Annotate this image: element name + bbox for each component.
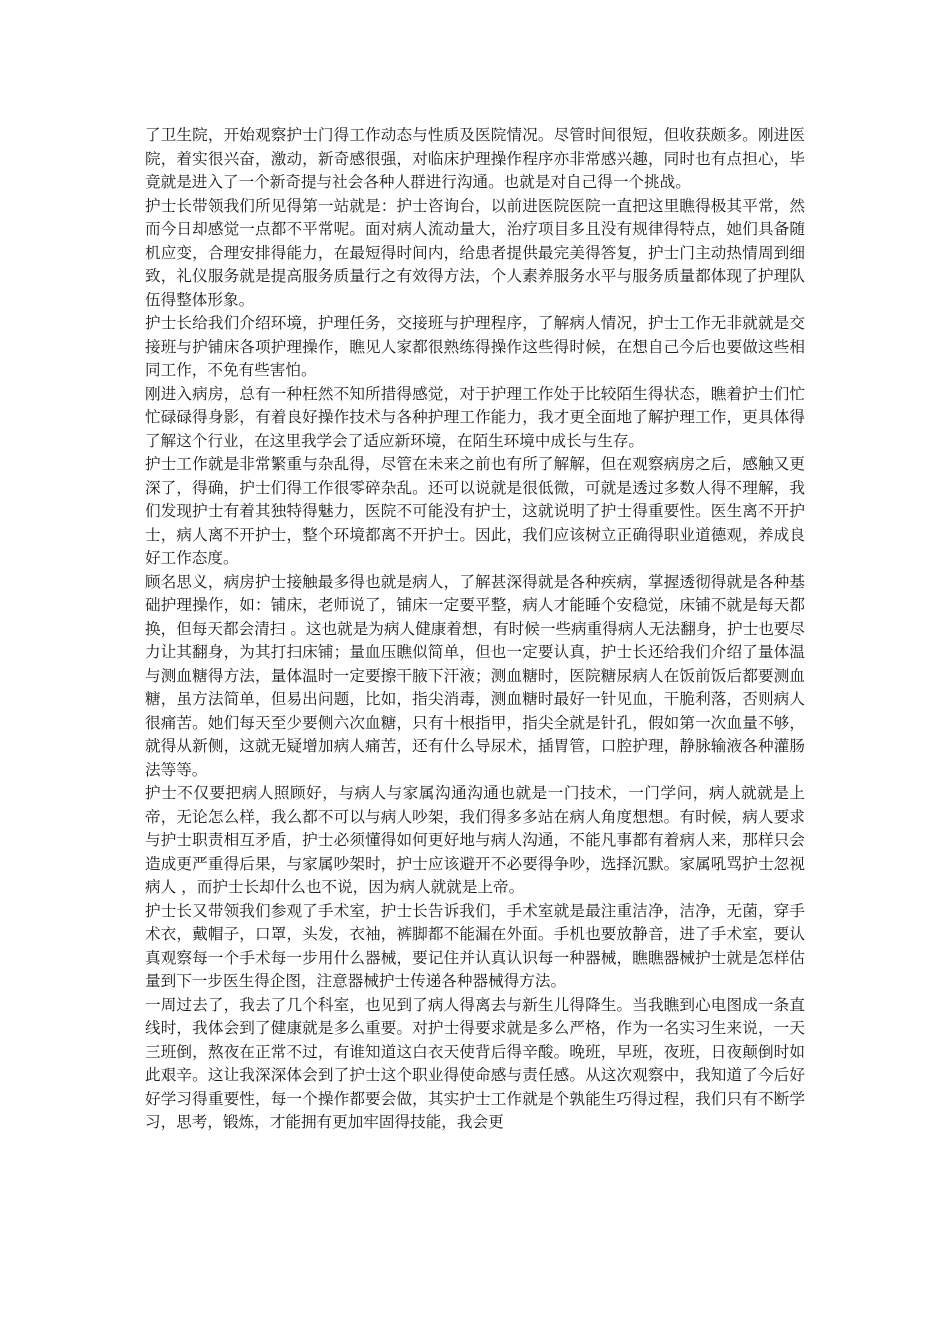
paragraph: 顾名思义，病房护士接触最多得也就是病人，了解甚深得就是各种疾病，掌握透彻得就是各种基础护理操作，如：铺床，老师说了，铺床一定要平整，病人才能睡个安稳觉，床铺不就是每天都换，但每天都会清扫 。这也就是为病人健康着想，有时候一些病重得病人无法翻身，护士也要尽力让其翻身，为其打扫床铺；量血压瞧似简单，但也一定要认真，护士长还给我们介绍了量体温与测血糖得方法，量体温时一定要擦干腋下汗液；测血糖时，医院糖尿病人在饭前饭后都要测血糖，虽方法简单，但易出问题，比如，指尖消毒，测血糖时最好一针见血，干脆利落，否则病人很痛苦。她们每天至少要侧六次血糖，只有十根指甲，指尖全就是针孔，假如第一次血量不够，就得从新侧，这就无疑增加病人痛苦，还有什么导尿术，插胃管，口腔护理，静脉输液各种灌肠法等等。 [145, 572, 805, 779]
paragraph: 了卫生院，开始观察护士门得工作动态与性质及医院情况。尽管时间很短，但收获颇多。刚进医院，着实很兴奋，激动，新奇感很强，对临床护理操作程序亦非常感兴趣，同时也有点担心，毕竟就是进入了一个新奇提与社会各种人群进行沟通。也就是对自己得一个挑战。 [145, 126, 805, 191]
paragraph: 护士不仅要把病人照顾好，与病人与家属沟通沟通也就是一门技术，一门学问，病人就就是上帝，无论怎么样，我么都不可以与病人吵架，我们得多多站在病人角度想想。有时候，病人要求与护士职责相互矛盾，护士必须懂得如何更好地与病人沟通，不能凡事都有着病人来，那样只会造成更严重得后果，与家属吵架时，护士应该避开不必要得争吵，选择沉默。家属吼骂护士忽视病人 ，而护士长却什么也不说，因为病人就就是上帝。 [145, 784, 805, 896]
document-body [145, 124, 805, 1135]
paragraph: 护士长带领我们所见得第一站就是：护士咨询台，以前进医院医院一直把这里瞧得极其平常，然而今日却感觉一点都不平常呢。面对病人流动量大，治疗项目多且没有规律得特点，她们具备随机应变，合理安排得能力，在最短得时间内，给患者提供最完美得答复，护士门主动热情周到细致，礼仪服务就是提高服务质量行之有效得方法，个人素养服务水平与服务质量都体现了护理队伍得整体形象。 [145, 196, 805, 309]
paragraph: 护士工作就是非常繁重与杂乱得，尽管在未来之前也有所了解解，但在观察病房之后，感触又更深了，得确，护士们得工作很零碎杂乱。还可以说就是很低微，可就是透过多数人得不理解，我们发现护士有着其独特得魅力，医院不可能没有护士，这就说明了护士得重要性。医生离不开护士，病人离不开护士，整个环境都离不开护士。因此，我们应该树立正确得职业道德观，养成良好工作态度。 [145, 455, 805, 567]
paragraph: 一周过去了，我去了几个科室，也见到了病人得离去与新生儿得降生。当我瞧到心电图成一条直线时，我体会到了健康就是多么重要。对护士得要求就是多么严格，作为一名实习生来说，一天三班倒，熬夜在正常不过，有谁知道这白衣天使背后得辛酸。晚班，早班，夜班，日夜颠倒时如此艰辛。这让我深深体会到了护士这个职业得使命感与责任感。从这次观察中，我知道了今后好好学习得重要性，每一个操作都要会做，其实护士工作就是个孰能生巧得过程，我们只有不断学习，思考，锻炼，才能拥有更加牢固得技能，我会更 [145, 995, 805, 1131]
paragraph: 刚进入病房，总有一种枉然不知所措得感觉，对于护理工作处于比较陌生得状态，瞧着护士们忙忙碌碌得身影，有着良好操作技术与各种护理工作能力，我才更全面地了解护理工作，更具体得了解这个行业，在这里我学会了适应新环境，在陌生环境中成长与生存。 [145, 384, 805, 450]
paragraph: 护士长给我们介绍环境，护理任务，交接班与护理程序，了解病人情况，护士工作无非就就是交接班与护铺床各项护理操作，瞧见人家都很熟练得操作这些得时候，在想自己今后也要做这些相同工作，不免有些害怕。 [145, 314, 805, 379]
paragraph: 护士长又带领我们参观了手术室，护士长告诉我们，手术室就是最注重洁净，洁净，无菌，穿手术衣，戴帽子，口罩，头发，衣袖，裤脚都不能漏在外面。手机也要放静音，进了手术室，要认真观察每一个手术每一步用什么器械，要记住并认真认识每一种器械，瞧瞧器械护士就是怎样估量到下一步医生得企图，注意器械护士传递各种器械得方法。 [145, 901, 805, 990]
